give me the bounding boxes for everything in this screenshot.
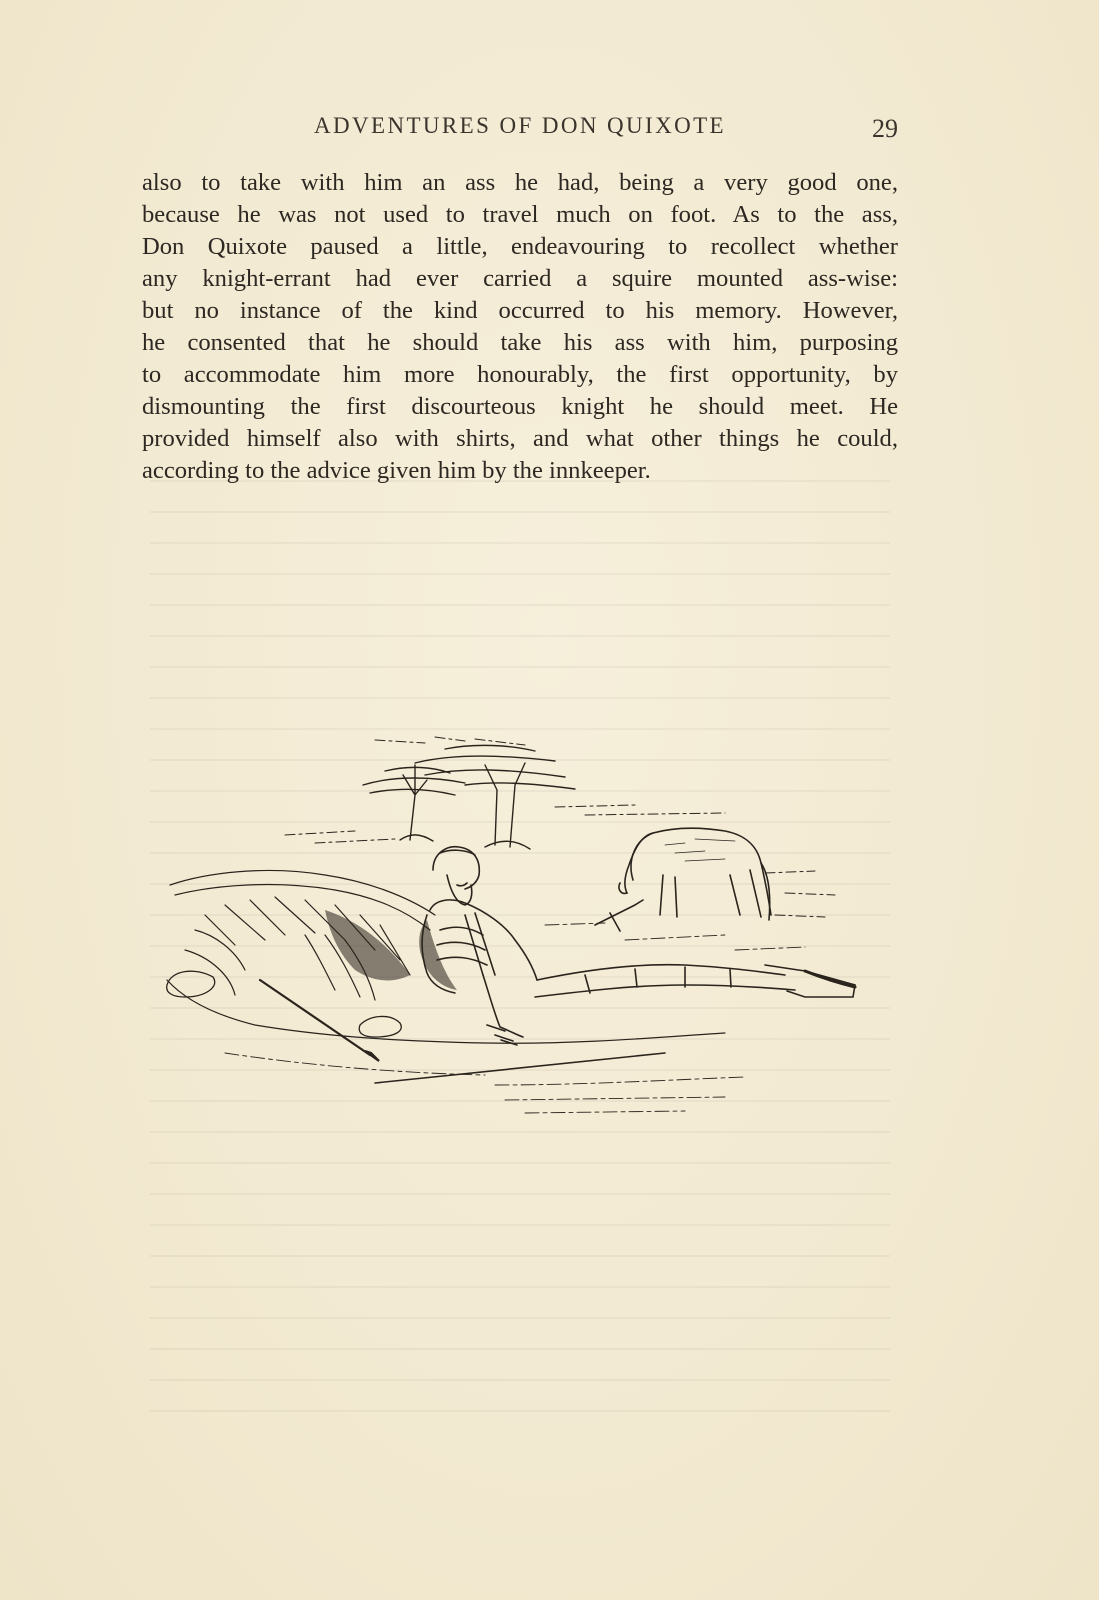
horizon-lines — [285, 737, 835, 917]
page-number: 29 — [872, 114, 898, 143]
text-line: to accommodate him more honourably, the first opportunity, by — [142, 361, 898, 388]
text-line: provided himself also with shirts, and what other things he could, — [142, 425, 898, 452]
lance — [260, 980, 665, 1083]
running-title: ADVENTURES OF DON QUIXOTE — [313, 113, 726, 138]
tree-right — [415, 745, 575, 849]
page-header — [142, 113, 898, 153]
text-line: dismounting the first discourteous knight he should meet. He — [142, 393, 898, 420]
rocks — [167, 971, 402, 1037]
body-paragraph — [142, 167, 898, 487]
text-line: but no instance of the kind occurred to his memory. However, — [142, 297, 898, 324]
engraving-svg — [165, 735, 875, 1135]
text-line: he consented that he should take his ass with him, purposing — [142, 329, 898, 356]
mound — [167, 870, 725, 1043]
fallen-knight — [422, 847, 855, 1045]
text-line: because he was not used to travel much on foot. As to the ass, — [142, 201, 898, 228]
ground-hatching — [225, 923, 805, 1113]
text-line: Don Quixote paused a little, endeavouring to recollect whether — [142, 233, 898, 260]
horse — [619, 828, 771, 920]
text-line: according to the advice given him by the innkeeper. — [142, 457, 651, 484]
tree-left — [363, 765, 465, 841]
text-line: any knight-errant had ever carried a squire mounted ass-wise: — [142, 265, 898, 292]
text-line: also to take with him an ass he had, being a very good one, — [142, 169, 898, 196]
engraving-fallen-knight — [165, 735, 875, 1135]
